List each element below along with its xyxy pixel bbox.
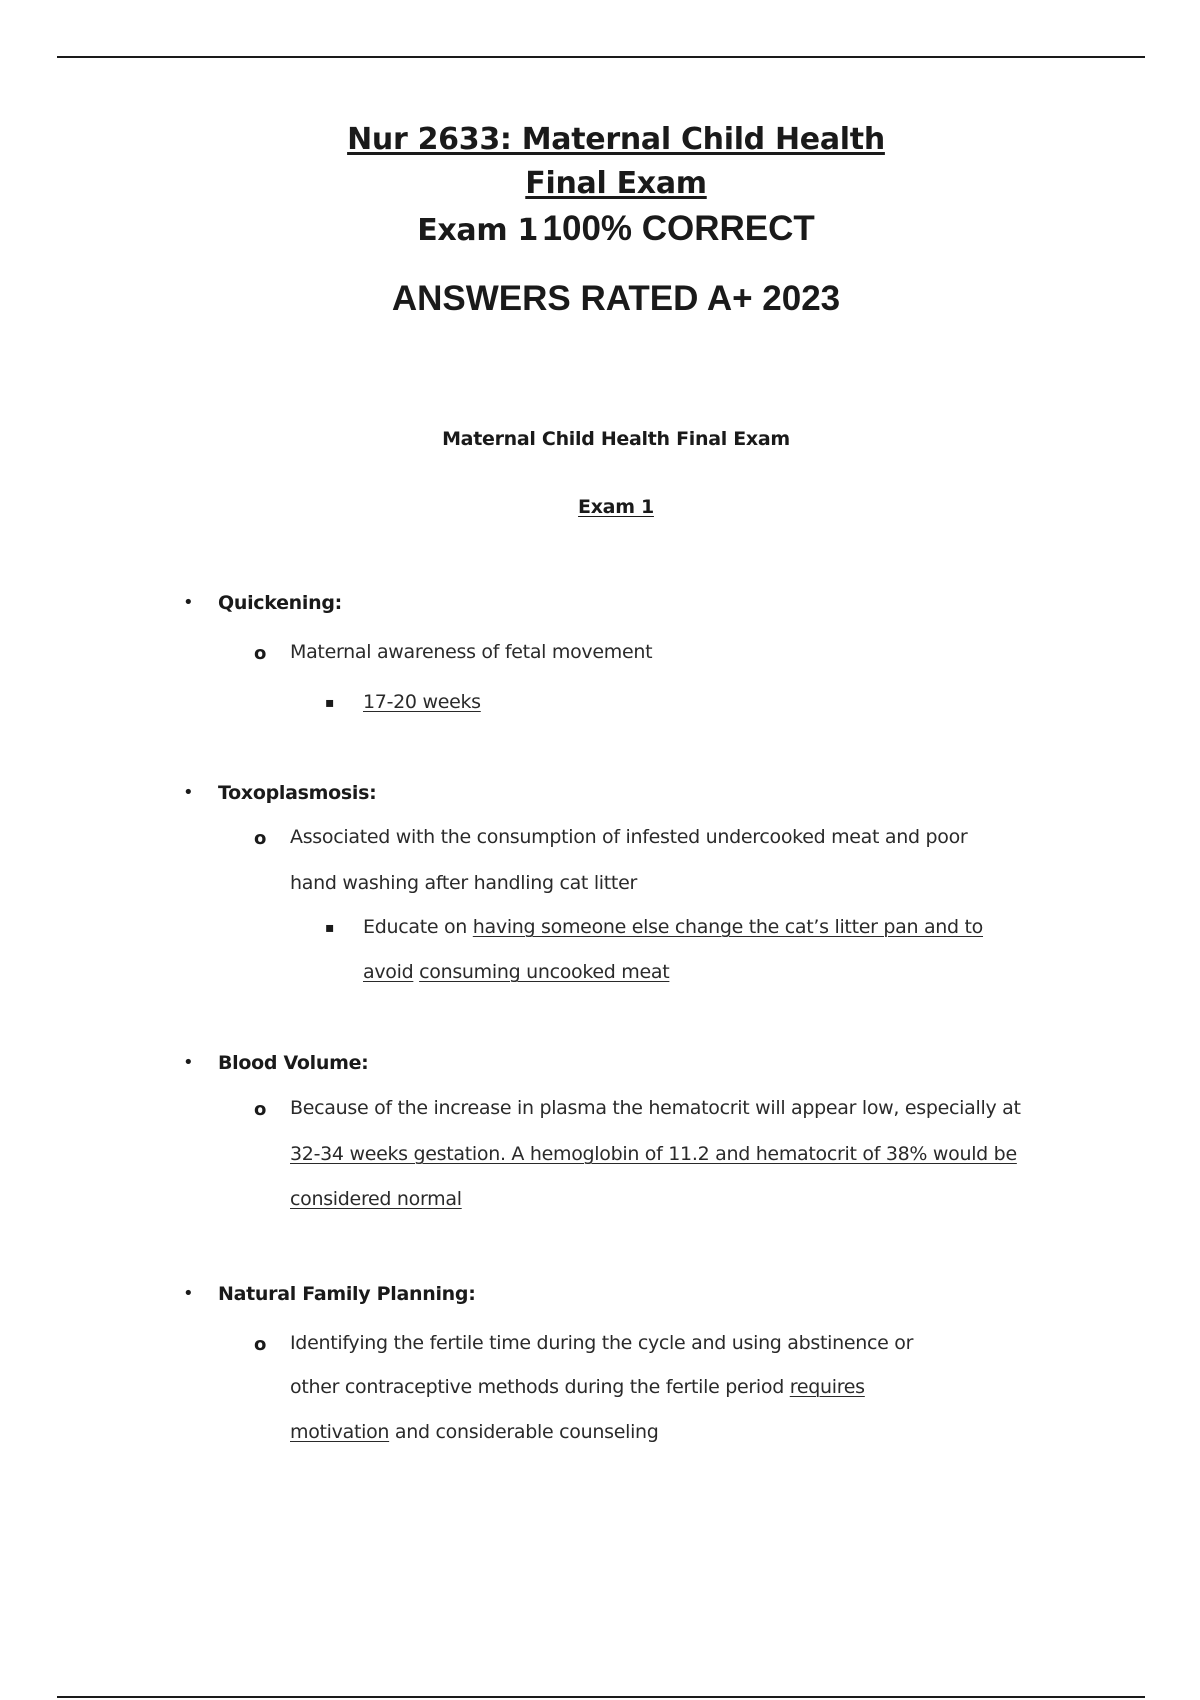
- title-line-2: Final Exam: [525, 166, 707, 201]
- heading-quickening: Quickening:: [218, 592, 342, 614]
- bullet-level1: •: [183, 1052, 194, 1073]
- bullet-level1: •: [183, 1283, 194, 1304]
- nfp-point-line2: [290, 1376, 865, 1398]
- toxoplasmosis-detail-meat: consuming uncooked meat: [419, 961, 670, 983]
- nfp-point-line1: Identifying the fertile time during the cycle and using abstinence or: [290, 1332, 914, 1354]
- bullet-level2: o: [254, 828, 267, 849]
- bullet-level1: •: [183, 782, 194, 803]
- quickening-detail: 17-20 weeks: [363, 691, 481, 713]
- nfp-point-line3: [290, 1421, 659, 1443]
- heading-blood-volume: Blood Volume:: [218, 1052, 369, 1074]
- toxoplasmosis-detail-underlined: having someone else change the cat’s litter pan and to: [472, 916, 984, 938]
- exam-suffix: 100% CORRECT: [542, 209, 815, 248]
- exam-label: Exam 1: [578, 496, 654, 518]
- toxoplasmosis-detail-line1: [363, 916, 983, 938]
- blood-volume-point-line1: Because of the increase in plasma the hematocrit will appear low, especially at: [290, 1097, 1021, 1119]
- course-title: Maternal Child Health Final Exam: [442, 428, 790, 450]
- nfp-point-line2-requires: requires: [789, 1376, 865, 1398]
- blood-volume-point-line3: considered normal: [290, 1188, 462, 1210]
- bullet-level3: ▪: [325, 920, 335, 936]
- toxoplasmosis-detail-avoid: avoid: [363, 961, 414, 983]
- bullet-level2: o: [254, 643, 267, 664]
- heading-toxoplasmosis: Toxoplasmosis:: [218, 782, 377, 804]
- toxoplasmosis-detail-line2: [363, 961, 669, 983]
- bullet-level1: •: [183, 592, 194, 613]
- bullet-level2: o: [254, 1099, 267, 1120]
- blood-volume-point-line2: 32-34 weeks gestation. A hemoglobin of 11.2 and hematocrit of 38% would be: [290, 1143, 1017, 1165]
- bullet-level2: o: [254, 1334, 267, 1355]
- nfp-point-line3-suffix: and considerable counseling: [389, 1421, 659, 1443]
- heading-natural-family-planning: Natural Family Planning:: [218, 1283, 476, 1305]
- title-line-1: Nur 2633: Maternal Child Health: [347, 122, 885, 157]
- toxoplasmosis-detail-prefix: Educate on: [363, 916, 473, 938]
- toxoplasmosis-point-line1: Associated with the consumption of infested undercooked meat and poor: [290, 826, 968, 848]
- document-title-block: [0, 118, 1200, 321]
- exam-prefix: Exam 1: [417, 213, 539, 248]
- answers-line: ANSWERS RATED A+ 2023: [391, 279, 841, 318]
- nfp-point-line3-motivation: motivation: [290, 1421, 390, 1443]
- bottom-rule: [57, 1696, 1145, 1698]
- exam-line: [0, 206, 1200, 259]
- quickening-point: Maternal awareness of fetal movement: [290, 641, 653, 663]
- toxoplasmosis-point-line2: hand washing after handling cat litter: [290, 872, 637, 894]
- top-rule: [57, 56, 1145, 58]
- nfp-point-line2-prefix: other contraceptive methods during the fertile period: [290, 1376, 790, 1398]
- bullet-level3: ▪: [325, 695, 335, 711]
